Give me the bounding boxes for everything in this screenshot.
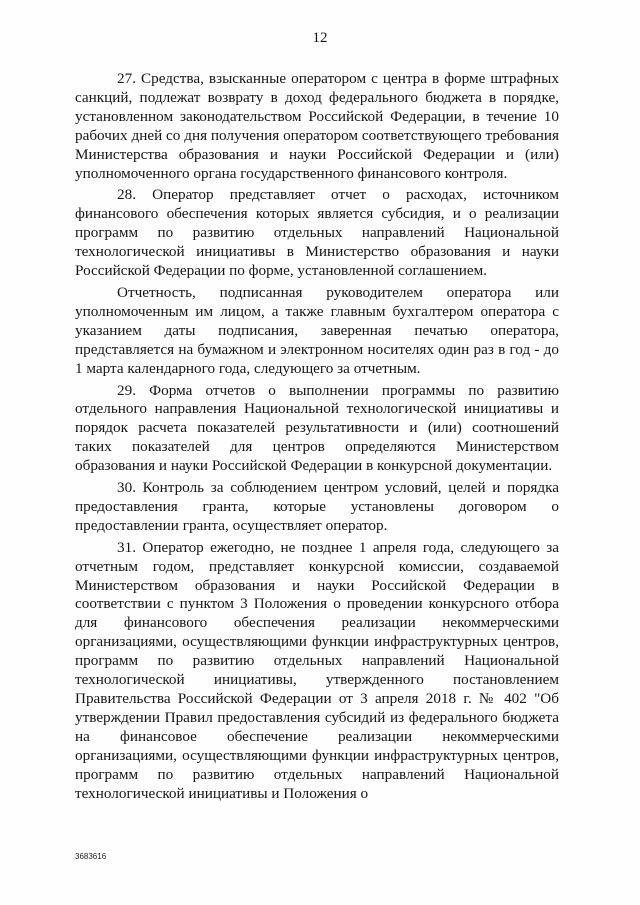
document-body <box>75 70 559 806</box>
paragraph-28-reporting: Отчетность, подписанная руководителем оператора или уполномоченным им лицом, а также главным бухгалтером оператора с указанием даты подписания, заверенная печатью оператора, представляется на бумажном и электронном носителях один раз в год - до 1 марта календарного года, следующего за отчетным. <box>75 283 559 377</box>
paragraph-29: 29. Форма отчетов о выполнении программы по развитию отдельного направления Национальной технологической инициативы и порядок расчета показателей результативности и (или) соотношений таких показателей для центров определяются Министерством образования и науки Российской Федерации в конкурсной документации. <box>75 381 559 475</box>
paragraph-27: 27. Средства, взысканные оператором с центра в форме штрафных санкций, подлежат возврату в доход федерального бюджета в порядке, установленном законодательством Российской Федерации, в течение 10 рабочих дней со дня получения оператором соответствующего требования Министерства образования и науки Российской Федерации и (или) уполномоченного органа государственного финансового контроля. <box>75 70 559 182</box>
document-code: 3683616 <box>75 852 107 861</box>
paragraph-28: 28. Оператор представляет отчет о расходах, источником финансового обеспечения которых является субсидия, и о реализации программ по развитию отдельных направлений Национальной технологической инициативы в Министерство образования и науки Российской Федерации по форме, установленной соглашением. <box>75 186 559 280</box>
paragraph-30: 30. Контроль за соблюдением центром условий, целей и порядка предоставления гранта, которые установлены договором о предоставлении гранта, осуществляет оператор. <box>75 479 559 534</box>
paragraph-31: 31. Оператор ежегодно, не позднее 1 апреля года, следующего за отчетным годом, представляет конкурсной комиссии, создаваемой Министерством образования и науки Российской Федерации в соответствии с пунктом 3 Положения о проведении конкурсного отбора для финансового обеспечения реализации некоммерческими организациями, осуществляющими функции инфраструктурных центров, программ по развитию отдельных направлений Национальной технологической инициативы, утвержденного постановлением Правительства Российской Федерации от 3 апреля 2018 г. № 402 "Об утверждении Правил предоставления субсидий из федерального бюджета на финансовое обеспечение реализации некоммерческими организациями, осуществляющими функции инфраструктурных центров, программ по развитию отдельных направлений Национальной технологической инициативы и Положения о <box>75 538 559 802</box>
page-number: 12 <box>312 30 328 46</box>
